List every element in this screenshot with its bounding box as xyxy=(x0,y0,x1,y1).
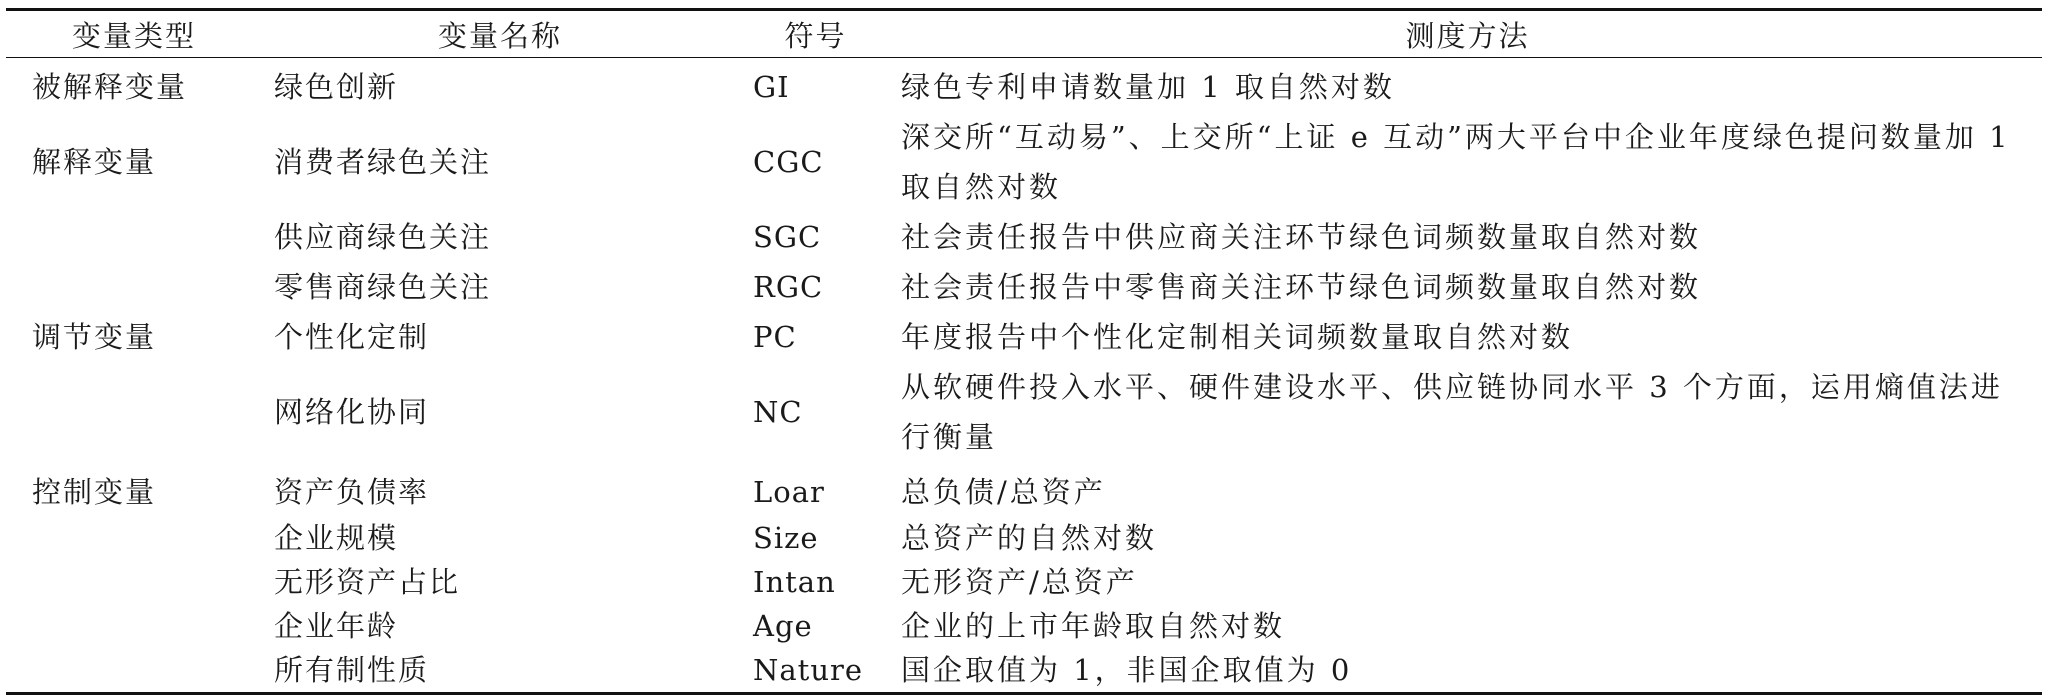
cell-variable-name: 企业规模 xyxy=(274,521,399,555)
cell-symbol: GI xyxy=(753,70,790,104)
cell-variable-type xyxy=(6,516,262,560)
cell-variable-name: 消费者绿色关注 xyxy=(274,145,492,179)
header-symbol: 符号 xyxy=(784,18,847,53)
table-row xyxy=(6,212,2042,262)
cell-measurement-method: 总资产的自然对数 xyxy=(901,521,1158,555)
table-row xyxy=(6,516,2042,560)
table-row xyxy=(6,462,2042,516)
cell-symbol: PC xyxy=(753,320,797,354)
cell-symbol: Intan xyxy=(753,565,836,599)
variable-definition-table xyxy=(6,8,2042,695)
cell-measurement-method: 社会责任报告中供应商关注环节绿色词频数量取自然对数 xyxy=(901,220,1702,254)
cell-symbol: CGC xyxy=(753,145,824,179)
header-variable-type: 变量类型 xyxy=(71,18,196,53)
table-body xyxy=(6,58,2042,694)
cell-variable-name: 无形资产占比 xyxy=(274,565,461,599)
cell-variable-type: 调节变量 xyxy=(32,320,157,354)
table-row xyxy=(6,362,2042,462)
cell-variable-type: 控制变量 xyxy=(32,475,157,509)
cell-variable-type xyxy=(6,212,262,262)
table-row xyxy=(6,112,2042,212)
table-row xyxy=(6,604,2042,648)
cell-symbol: Size xyxy=(753,521,819,555)
cell-variable-type xyxy=(6,362,262,462)
cell-measurement-method: 深交所“互动易”、上交所“上证 e 互动”两大平台中企业年度绿色提问数量加 1 取自然对数 xyxy=(901,120,2011,204)
cell-symbol: RGC xyxy=(753,270,824,304)
cell-variable-type: 被解释变量 xyxy=(32,70,188,104)
cell-variable-type: 解释变量 xyxy=(32,145,157,179)
cell-measurement-method: 无形资产/总资产 xyxy=(901,565,1138,599)
table-row xyxy=(6,648,2042,694)
cell-variable-type xyxy=(6,604,262,648)
table-row xyxy=(6,262,2042,312)
cell-symbol: Age xyxy=(753,609,813,643)
cell-measurement-method: 绿色专利申请数量加 1 取自然对数 xyxy=(901,70,1395,104)
cell-measurement-method: 从软硬件投入水平、硬件建设水平、供应链协同水平 3 个方面，运用熵值法进行衡量 xyxy=(901,370,2003,454)
cell-symbol: NC xyxy=(753,395,803,429)
cell-variable-name: 个性化定制 xyxy=(274,320,430,354)
header-measurement-method: 测度方法 xyxy=(1405,18,1530,53)
header-variable-name: 变量名称 xyxy=(437,18,562,53)
cell-variable-name: 所有制性质 xyxy=(274,653,430,687)
table-row xyxy=(6,312,2042,362)
cell-symbol: Loar xyxy=(753,475,825,509)
cell-measurement-method: 总负债/总资产 xyxy=(901,475,1106,509)
variable-definition-table-container xyxy=(6,8,2042,695)
cell-variable-name: 零售商绿色关注 xyxy=(274,270,492,304)
table-row xyxy=(6,58,2042,113)
cell-measurement-method: 年度报告中个性化定制相关词频数量取自然对数 xyxy=(901,320,1574,354)
cell-measurement-method: 企业的上市年龄取自然对数 xyxy=(901,609,1286,643)
cell-variable-type xyxy=(6,560,262,604)
header-row xyxy=(6,10,2042,58)
cell-variable-name: 绿色创新 xyxy=(274,70,399,104)
cell-measurement-method: 社会责任报告中零售商关注环节绿色词频数量取自然对数 xyxy=(901,270,1702,304)
cell-variable-type xyxy=(6,648,262,694)
cell-variable-name: 供应商绿色关注 xyxy=(274,220,492,254)
cell-variable-type xyxy=(6,262,262,312)
cell-symbol: SGC xyxy=(753,220,822,254)
cell-measurement-method: 国企取值为 1，非国企取值为 0 xyxy=(901,653,1353,687)
table-header xyxy=(6,10,2042,58)
cell-variable-name: 企业年龄 xyxy=(274,609,399,643)
cell-symbol: Nature xyxy=(753,653,864,687)
table-row xyxy=(6,560,2042,604)
cell-variable-name: 资产负债率 xyxy=(274,475,430,509)
cell-variable-name: 网络化协同 xyxy=(274,395,430,429)
